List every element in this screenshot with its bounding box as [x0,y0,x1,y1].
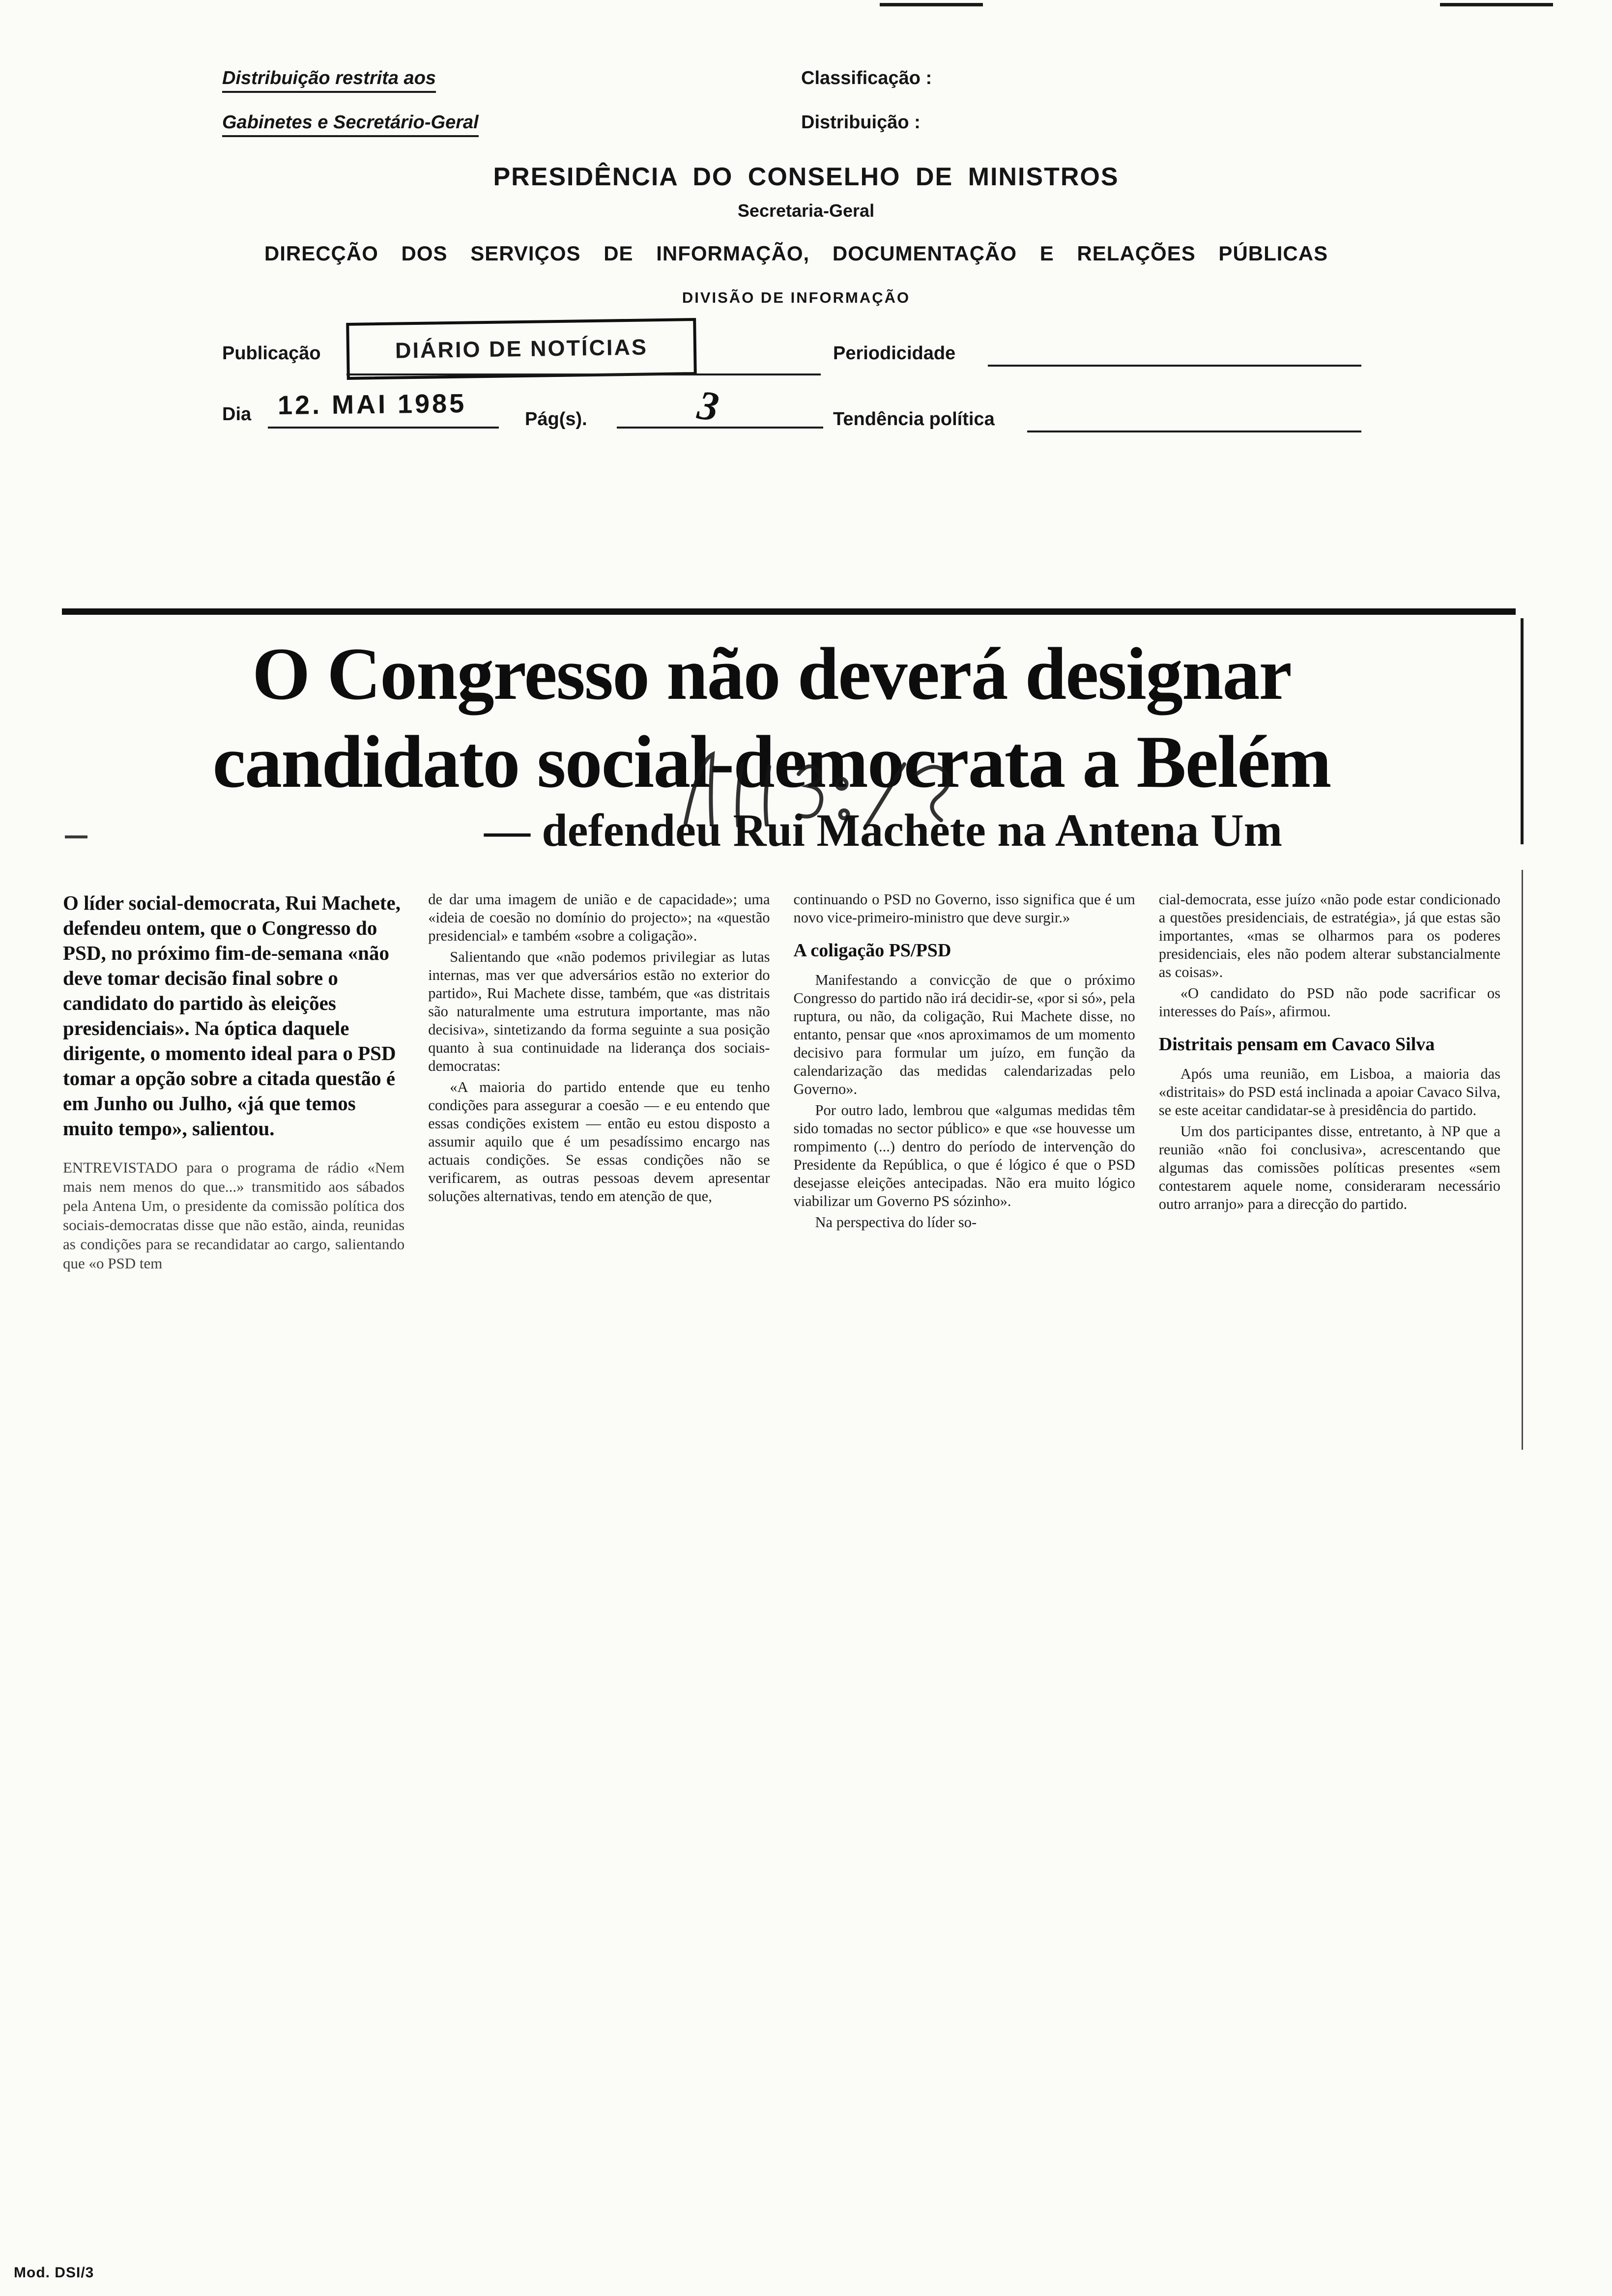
paragraph: Por outro lado, lembrou que «algumas medidas têm sido tomadas no sector público» e que «se houvesse um rompimento (...) dentro do período de intervenção do Presidente da República, o que é lógico é que o PSD desejasse eleições antecipadas. Não era muito lógico viabilizar um Governo PS sózinho». [793,1101,1135,1209]
restricted-distribution-line1: Distribuição restrita aos [222,68,436,93]
restricted-distribution-line2: Gabinetes e Secretário-Geral [222,112,479,137]
section-heading-distritais: Distritais pensam em Cavaco Silva [1158,1034,1435,1055]
periodicity-label: Periodicidade [833,343,956,364]
publication-blank-line [346,373,821,375]
right-vertical-rule [1521,618,1524,844]
day-blank-line [268,427,499,429]
headline-line-2: candidato social-democrata a Belém [212,720,1331,804]
lead-paragraph: O líder social-democrata, Rui Machete, defendeu ontem, que o Congresso do PSD, no próximo fim-de-semana «não deve tomar decisão final sobre o candidato do partido às eleições presidenciais». Na óptica daquele dirigente, o momento ideal para o PSD tomar a opção sobre a citada questão é em Junho ou Julho, «já que temos muito tempo», salientou. [63,891,401,1140]
publication-stamp-text: DIÁRIO DE NOTÍCIAS [395,334,648,363]
headline-top-rule [62,608,1516,615]
tendency-blank-line [1027,430,1361,432]
date-stamp: 12. MAI 1985 [277,388,467,421]
margin-dash [65,835,87,838]
headline-line-1: O Congresso não deverá designar [252,632,1291,715]
political-tendency-label: Tendência política [833,409,995,430]
article-body [63,890,1500,1276]
scan-artifact-dash [1440,3,1553,6]
periodicity-blank-line [988,365,1361,367]
org-title: PRESIDÊNCIA DO CONSELHO DE MINISTROS [493,163,1119,191]
paragraph: «O candidato do PSD não pode sacrificar os interesses do País», afirmou. [1158,985,1500,1020]
section-heading-coligacao: A coligação PS/PSD [793,940,951,961]
handwritten-page-number: 3 [694,382,722,430]
publication-label: Publicação [222,343,321,364]
paragraph: Salientando que «não podemos privilegiar as lutas internas, mas ver que adversários estão no exterior do partido», Rui Machete disse, também, que «as distritais são naturalmente uma estrutura importante, mas não decisiva», sintetizando da forma seguinte a sua posição quanto à sua continuidade na liderança dos sociais-democratas: [428,948,770,1074]
org-department: DIRECÇÃO DOS SERVIÇOS DE INFORMAÇÃO, DOCUMENTAÇÃO E RELAÇÕES PÚBLICAS [264,242,1328,265]
article-column-1 [63,890,404,1276]
paragraph: Manifestando a convicção de que o próximo Congresso do partido não irá decidir-se, «por si só», pela ruptura, ou não, da coligação, Rui Machete disse, no entanto, pensar que «nos aproximamos de um momento decisivo para formular um juízo, em função da calendarização das medidas calendarizadas pelo Governo». [793,971,1135,1097]
day-label: Dia [222,404,252,425]
article-column-2 [428,890,770,1276]
right-column-rule [1522,870,1523,1450]
article-column-3 [794,890,1135,1276]
paragraph: Após uma reunião, em Lisboa, a maioria das «distritais» do PSD está inclinada a apoiar Cavaco Silva, se este aceitar candidatar-se à presidência do partido. [1158,1065,1500,1119]
publication-stamp-box [346,318,697,380]
paragraph: de dar uma imagem de união e de capacidade»; uma «ideia de coesão no domínio do projecto»; na «questão presidencial» e também «sobre a coligação». [428,891,770,944]
article-column-4 [1159,890,1500,1276]
article-subhead: — defendeu Rui Machete na Antena Um [484,805,1283,856]
paragraph: ENTREVISTADO para o programa de rádio «Nem mais nem menos do que...» transmitido aos sábados pela Antena Um, o presidente da comissão política dos sociais-democratas disse que não estão, ainda, reunidas as condições para se recandidatar ao cargo, salientando que «o PSD tem [63,1159,405,1272]
org-subtitle: Secretaria-Geral [737,201,875,221]
paragraph: Na perspectiva do líder so- [815,1213,977,1231]
paragraph: continuando o PSD no Governo, isso significa que é um novo vice-primeiro-ministro que deve surgir.» [793,891,1135,926]
paragraph: cial-democrata, esse juízo «não pode estar condicionado a questões presidenciais, de estratégia», já que estas são importantes, «mas se olharmos para os poderes presidenciais, eles não podem alterar substancialmente as coisas». [1158,891,1500,980]
scan-artifact-dash [880,3,983,6]
org-division: DIVISÃO DE INFORMAÇÃO [682,289,911,306]
pages-blank-line [617,427,823,429]
paragraph: Um dos participantes disse, entretanto, à NP que a reunião «não foi conclusiva», acrescentando que algumas das comissões políticas presentes «sem contestarem aquele nome, consideraram necessário outro arranjo» para a direcção do partido. [1158,1122,1500,1212]
classification-label: Classificação : [801,68,932,88]
paragraph: «A maioria do partido entende que eu tenho condições para assegurar a coesão — e eu entendo que essas condições existem — então eu estou disposto a assumir aquilo que é um pesadíssimo encargo nas actuais condições. Se essas condições não se verificarem, as outras pessoas devem apresentar soluções alternativas, tendo em atenção de que, [428,1079,770,1205]
distribution-label: Distribuição : [801,112,921,133]
form-model-number: Mod. DSI/3 [14,2265,94,2281]
pages-label: Pág(s). [525,409,587,430]
